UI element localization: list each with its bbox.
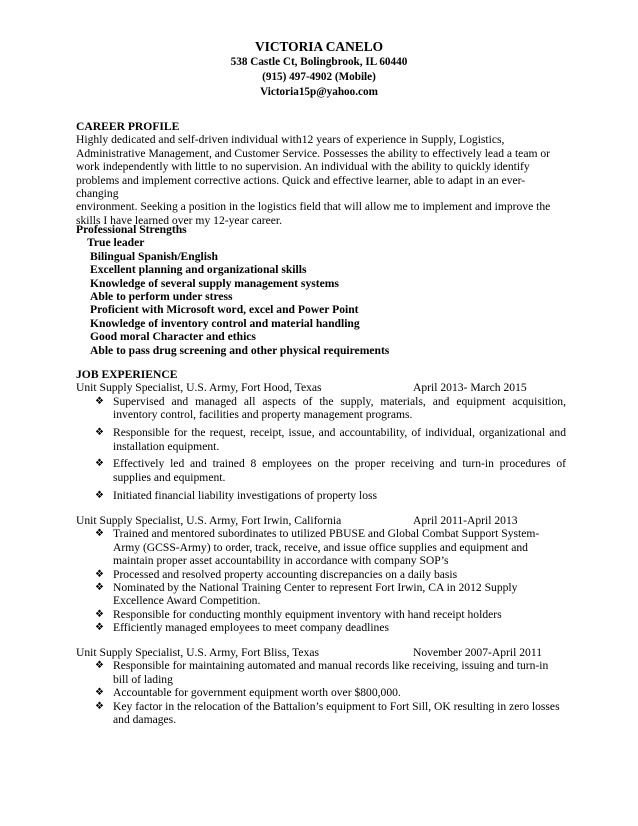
job-bullet [76, 686, 566, 699]
career-profile-line: Administrative Management, and Customer Service. Possesses the ability to effectively lead a team or [76, 146, 551, 160]
job-bullet-text: Supervised and managed all aspects of the supply, materials, and equipment acquisition, inventory control, facilities and property management programs. [113, 394, 566, 422]
job-bullet-text: Key factor in the relocation of the Battalion’s equipment to Fort Sill, OK resulting in zero losses and damages. [113, 699, 560, 727]
diamond-bullet-icon: ❖ [95, 489, 104, 501]
job-bullet-list [76, 527, 566, 634]
job-bullet [76, 395, 566, 422]
diamond-bullet-icon: ❖ [95, 395, 104, 407]
job-experience-heading: JOB EXPERIENCE [76, 368, 178, 381]
job-block [76, 514, 566, 635]
job-bullet [76, 700, 566, 727]
job-bullet-text: Initiated financial liability investigations of property loss [113, 488, 378, 502]
career-profile-heading: CAREER PROFILE [76, 120, 180, 133]
job-header [76, 646, 566, 659]
job-experience-section [76, 368, 566, 507]
job-block [76, 646, 566, 726]
strength-item: Bilingual Spanish/English [90, 249, 218, 263]
strength-item: Knowledge of inventory control and material handling [90, 316, 360, 330]
job-bullet [76, 568, 566, 581]
job-bullet [76, 621, 566, 634]
career-profile-line: skills I have learned over my 12-year career. [76, 213, 283, 227]
job-dates: November 2007-April 2011 [413, 646, 543, 659]
job-bullet-text: Effectively led and trained 8 employees on the proper receiving and turn-in procedures of supplies and equipment. [113, 457, 566, 484]
job-bullet-list [76, 659, 566, 726]
strength-item: Knowledge of several supply management systems [90, 276, 339, 290]
diamond-bullet-icon: ❖ [95, 568, 104, 580]
diamond-bullet-icon: ❖ [95, 660, 104, 672]
applicant-email: Victoria15p@yahoo.com [260, 86, 378, 98]
job-dates: April 2011-April 2013 [413, 514, 518, 527]
job-bullet-text: Responsible for the request, receipt, issue, and accountability, of individual, organizational and installation equipment. [113, 426, 566, 453]
strengths-heading: Professional Strengths [76, 223, 187, 236]
applicant-name: VICTORIA CANELO [254, 39, 384, 54]
job-bullet-text: Processed and resolved property accounting discrepancies on a daily basis [113, 567, 458, 581]
strength-item: Good moral Character and ethics [90, 330, 256, 344]
strength-item: Proficient with Microsoft word, excel and Power Point [90, 303, 359, 317]
job-bullet-text: Trained and mentored subordinates to utilized PBUSE and Global Combat Support System-Army (GCSS-Army) to order, track, receive, and issue office supplies and equipment and maintain proper asset accountability in accordance with company SOP’s [113, 527, 540, 568]
strength-item: True leader [87, 236, 145, 250]
diamond-bullet-icon: ❖ [95, 608, 104, 620]
job-title: Unit Supply Specialist, U.S. Army, Fort Bliss, Texas [76, 646, 319, 659]
career-profile-line: environment. Seeking a position in the logistics field that will allow me to implement and improve the [76, 200, 551, 214]
job-dates: April 2013- March 2015 [413, 381, 527, 395]
job-bullet [76, 527, 566, 567]
job-bullet-text: Accountable for government equipment worth over $800,000. [113, 686, 401, 700]
career-profile-text [76, 133, 566, 227]
strength-item: Excellent planning and organizational skills [90, 263, 307, 277]
job-bullet [76, 659, 566, 686]
job-bullet [76, 581, 566, 608]
career-profile-line: work independently with little to no supervision. An individual with the ability to quickly identify [76, 160, 530, 174]
job-bullet [76, 457, 566, 484]
job-header [76, 381, 566, 394]
job-bullet [76, 489, 566, 502]
job-bullet [76, 608, 566, 621]
job-bullet-list [76, 395, 566, 502]
diamond-bullet-icon: ❖ [95, 458, 104, 470]
applicant-address: 538 Castle Ct, Bolingbrook, IL 60440 [230, 56, 408, 68]
job-bullet-text: Responsible for conducting monthly equipment inventory with hand receipt holders [113, 607, 502, 621]
career-profile-line: problems and implement corrective actions. Quick and effective learner, able to adapt in an ever-changing [76, 173, 526, 201]
job-bullet-text: Responsible for maintaining automated and manual records like receiving, issuing and turn-in bill of lading [113, 659, 549, 686]
diamond-bullet-icon: ❖ [95, 582, 104, 594]
job-title: Unit Supply Specialist, U.S. Army, Fort Hood, Texas [76, 381, 322, 395]
diamond-bullet-icon: ❖ [95, 700, 104, 712]
strength-item: Able to pass drug screening and other physical requirements [90, 343, 390, 357]
job-title: Unit Supply Specialist, U.S. Army, Fort Irwin, California [76, 514, 342, 527]
diamond-bullet-icon: ❖ [95, 687, 104, 699]
job-bullet-text: Nominated by the National Training Center to represent Fort Irwin, CA in 2012 Supply Excellence Award Competition. [113, 581, 518, 608]
career-profile-line: Highly dedicated and self-driven individual with12 years of experience in Supply, Logistics, [76, 133, 505, 147]
job-header [76, 514, 566, 527]
strengths-section [76, 223, 566, 357]
resume-header [0, 39, 638, 100]
diamond-bullet-icon: ❖ [95, 622, 104, 634]
career-profile-section [76, 120, 566, 227]
job-bullet-text: Efficiently managed employees to meet company deadlines [113, 621, 390, 635]
diamond-bullet-icon: ❖ [95, 528, 104, 540]
diamond-bullet-icon: ❖ [95, 427, 104, 439]
strength-item: Able to perform under stress [90, 290, 233, 304]
job-bullet [76, 426, 566, 453]
applicant-phone: (915) 497-4902 (Mobile) [262, 71, 376, 83]
